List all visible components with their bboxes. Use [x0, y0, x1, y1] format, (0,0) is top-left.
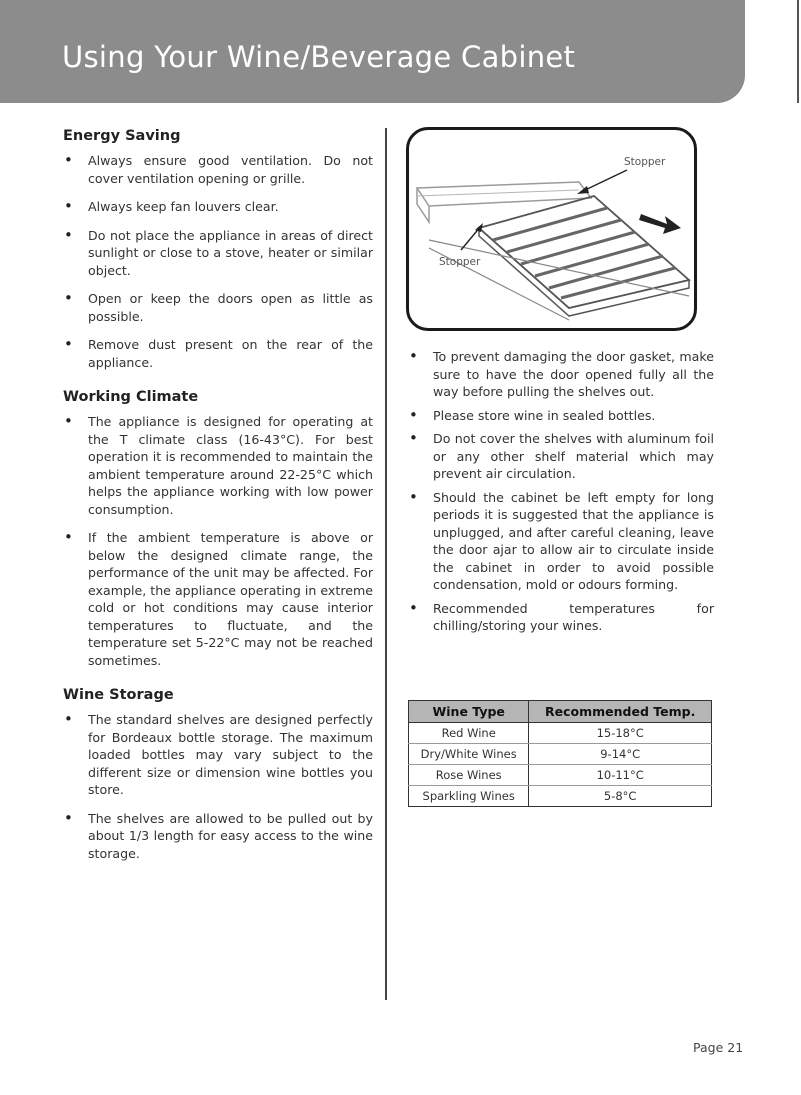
cell-wine-type: Sparkling Wines	[409, 786, 529, 807]
shelf-illustration	[406, 127, 697, 331]
list-item: • Remove dust present on the rear of the appliance.	[63, 336, 373, 371]
list-item: • If the ambient temperature is above or below the designed climate range, the performance of the unit may be affected. For example, the appliance operating in extreme cold or hot conditions may cause interior temperatures to fluctuate, and the temperature set 5-22°C may not be reached sometimes.	[63, 529, 373, 669]
working-climate-heading: Working Climate	[63, 389, 199, 405]
cell-temp: 5-8°C	[529, 786, 712, 807]
edge-line	[797, 0, 799, 103]
cell-wine-type: Red Wine	[409, 723, 529, 744]
header-recommended-temp: Recommended Temp.	[529, 701, 712, 723]
cell-temp: 9-14°C	[529, 744, 712, 765]
working-climate-list	[63, 413, 373, 669]
page-title: Using Your Wine/Beverage Cabinet	[62, 40, 576, 74]
list-item: • Always keep fan louvers clear.	[63, 198, 373, 216]
list-item: • Always ensure good ventilation. Do not cover ventilation opening or grille.	[63, 152, 373, 187]
list-item: • Recommended temperatures for chilling/storing your wines.	[408, 600, 714, 635]
table-row	[409, 723, 712, 744]
table-row	[409, 786, 712, 807]
stopper-label-bottom: Stopper	[439, 256, 481, 268]
wine-storage-list	[63, 711, 373, 862]
right-list	[408, 348, 714, 635]
page-header	[0, 0, 745, 103]
list-item: • The shelves are allowed to be pulled out by about 1/3 length for easy access to the wine storage.	[63, 810, 373, 863]
wine-temperature-table	[408, 700, 712, 807]
table-header-row	[409, 701, 712, 723]
energy-saving-heading: Energy Saving	[63, 128, 181, 144]
list-item: • Open or keep the doors open as little as possible.	[63, 290, 373, 325]
list-item: • Should the cabinet be left empty for long periods it is suggested that the appliance is unplugged, and after careful cleaning, leave the door ajar to allow air to circulate inside the cabinet in order to avoid possible condensation, mold or odours forming.	[408, 489, 714, 594]
left-column	[63, 128, 373, 880]
table-row	[409, 765, 712, 786]
list-item: • Do not cover the shelves with aluminum foil or any other shelf material which may prevent air circulation.	[408, 430, 714, 483]
list-item: • Please store wine in sealed bottles.	[408, 407, 714, 425]
right-column	[408, 348, 714, 653]
energy-saving-list	[63, 152, 373, 371]
table-row	[409, 744, 712, 765]
list-item: • The appliance is designed for operating at the T climate class (16-43°C). For best operation it is recommended to maintain the ambient temperature around 22-25°C which helps the appliance working with low power consumption.	[63, 413, 373, 518]
list-item: • Do not place the appliance in areas of direct sunlight or close to a stove, heater or similar object.	[63, 227, 373, 280]
page-number: Page 21	[693, 1040, 744, 1055]
list-item: • To prevent damaging the door gasket, make sure to have the door opened fully all the way before pulling the shelves out.	[408, 348, 714, 401]
header-wine-type: Wine Type	[409, 701, 529, 723]
column-divider	[385, 128, 387, 1000]
wine-storage-heading: Wine Storage	[63, 687, 174, 703]
cell-wine-type: Dry/White Wines	[409, 744, 529, 765]
cell-wine-type: Rose Wines	[409, 765, 529, 786]
stopper-label-top: Stopper	[624, 156, 666, 168]
cell-temp: 10-11°C	[529, 765, 712, 786]
cell-temp: 15-18°C	[529, 723, 712, 744]
list-item: • The standard shelves are designed perfectly for Bordeaux bottle storage. The maximum loaded bottles may vary subject to the different size or dimension wine bottles you store.	[63, 711, 373, 799]
